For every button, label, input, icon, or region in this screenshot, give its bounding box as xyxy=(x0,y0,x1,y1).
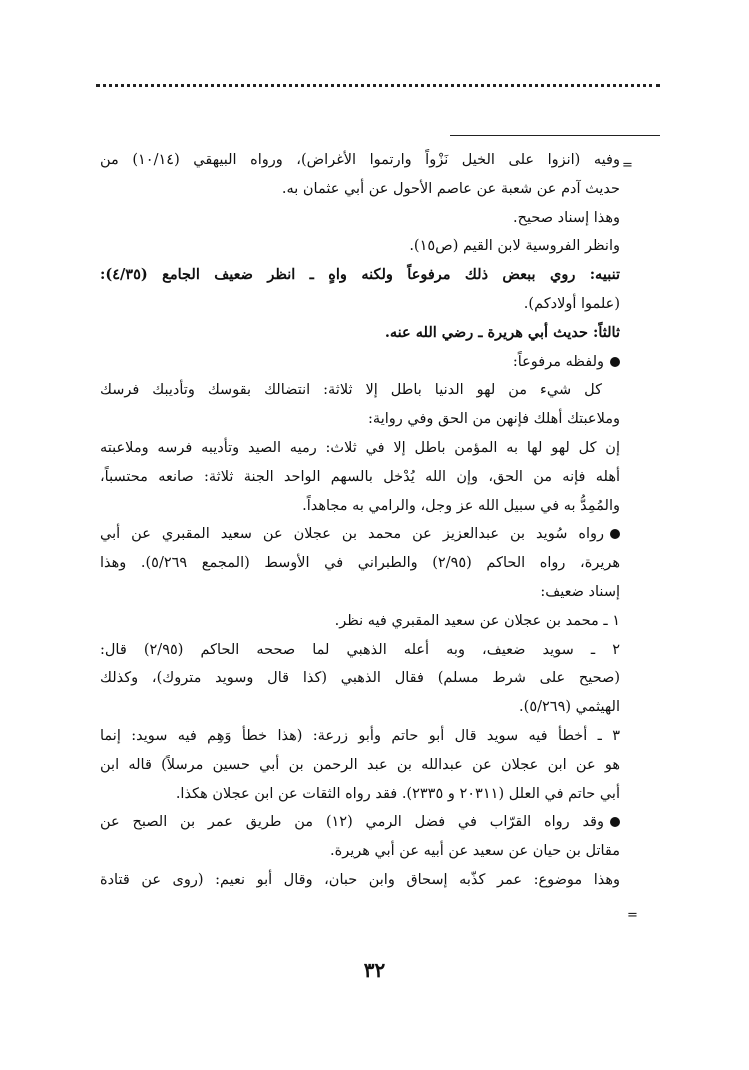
numbered-item: ٢ ـ سويد ضعيف، وبه أعله الذهبي لما صححه الحاكم (٢/٩٥) قال: xyxy=(100,641,620,658)
bullet-icon xyxy=(610,817,620,827)
hadith-text-line: كل شيء من لهو الدنيا باطل إلا ثلاثة: انتضالك بقوسك وتأديبك فرسك xyxy=(100,382,602,399)
text-line: تنبيه: روي ببعض ذلك مرفوعاً ولكنه واهٍ ـ انظر ضعيف الجامع (٤/٣٥): xyxy=(100,266,620,284)
text-line: الهيثمي (٥/٢٦٩). xyxy=(519,699,620,716)
text-line xyxy=(100,520,620,549)
text-line: (صحيح على شرط مسلم) فقال الذهبي (كذا قال وسويد متروك)، وكذلك xyxy=(100,670,620,687)
text-line: أبي حاتم في العلل (٢٠٣١١ و ٢٣٣٥). فقد رواه الثقات عن ابن عجلان هكذا. xyxy=(175,785,620,802)
continuation-marker-top: = xyxy=(622,158,633,173)
hadith-text-line: إن كل لهو لها به المؤمن باطل إلا في ثلاث: رميه الصيد وتأديبه فرسه وملاعبته xyxy=(100,439,620,456)
text-line xyxy=(100,348,620,377)
text-line: وهذا إسناد صحيح. xyxy=(513,209,620,226)
text-line: وفيه (انزوا على الخيل نَزْواً وارتموا الأغراض)، ورواه البيهقي (١٠/١٤) من xyxy=(100,152,620,168)
text-line: وانظر الفروسية لابن القيم (ص١٥). xyxy=(409,238,620,255)
text-line: مقاتل بن حيان عن سعيد عن أبيه عن أبي هريرة. xyxy=(330,843,620,860)
text-line: حديث آدم عن شعبة عن عاصم الأحول عن أبي عثمان به. xyxy=(281,180,620,197)
text-line: هو عن ابن عجلان عن عبدالله بن عبد الرحمن بن أبي حسين مرسلاً) قاله ابن xyxy=(100,756,620,773)
text-line: إسناد ضعيف: xyxy=(540,583,620,600)
continuation-marker-bottom: = xyxy=(627,908,638,923)
hadith-text-line: أهله فإنه من الحق، وإن الله يُدْخل بالسهم الواحد الجنة ثلاثة: صانعه محتسباً، xyxy=(100,468,620,485)
text-line-content: رواه سُويد بن عبدالعزيز عن محمد بن عجلان عن سعيد المقبري عن أبي xyxy=(100,526,604,543)
dotted-separator xyxy=(96,84,660,87)
text-line: وهذا موضوع: عمر كذّبه إسحاق وابن حبان، وقال أبو نعيم: (روى عن قتادة xyxy=(100,871,620,888)
text-line-content: وقد رواه القرّاب في فضل الرمي (١٢) من طريق عمر بن الصبح عن xyxy=(100,814,604,831)
page-number: ٣٢ xyxy=(363,958,386,982)
text-line: (علموا أولادكم). xyxy=(523,295,620,312)
section-heading: ثالثاً: حديث أبي هريرة ـ رضي الله عنه. xyxy=(384,323,620,341)
footnote-rule xyxy=(450,135,660,136)
footnote-body xyxy=(100,146,620,895)
bullet-icon xyxy=(610,529,620,539)
bullet-icon xyxy=(610,357,620,367)
hadith-text-line: والمُمِدُّ به في سبيل الله عز وجل، والرامي به مجاهداً. xyxy=(302,497,620,514)
numbered-item: ٣ ـ أخطأ فيه سويد قال أبو حاتم وأبو زرعة: (هذا خطأ وَهِم فيه سويد: إنما xyxy=(100,727,620,744)
text-line xyxy=(100,808,620,837)
text-line-content: ولفظه مرفوعاً: xyxy=(512,353,604,370)
text-line: هريرة، رواه الحاكم (٢/٩٥) والطبراني في الأوسط (المجمع ٥/٢٦٩). وهذا xyxy=(100,555,620,572)
numbered-item: ١ ـ محمد بن عجلان عن سعيد المقبري فيه نظر. xyxy=(334,612,620,629)
hadith-text-line: وملاعبتك أهلك فإنهن من الحق وفي رواية: xyxy=(368,411,620,428)
